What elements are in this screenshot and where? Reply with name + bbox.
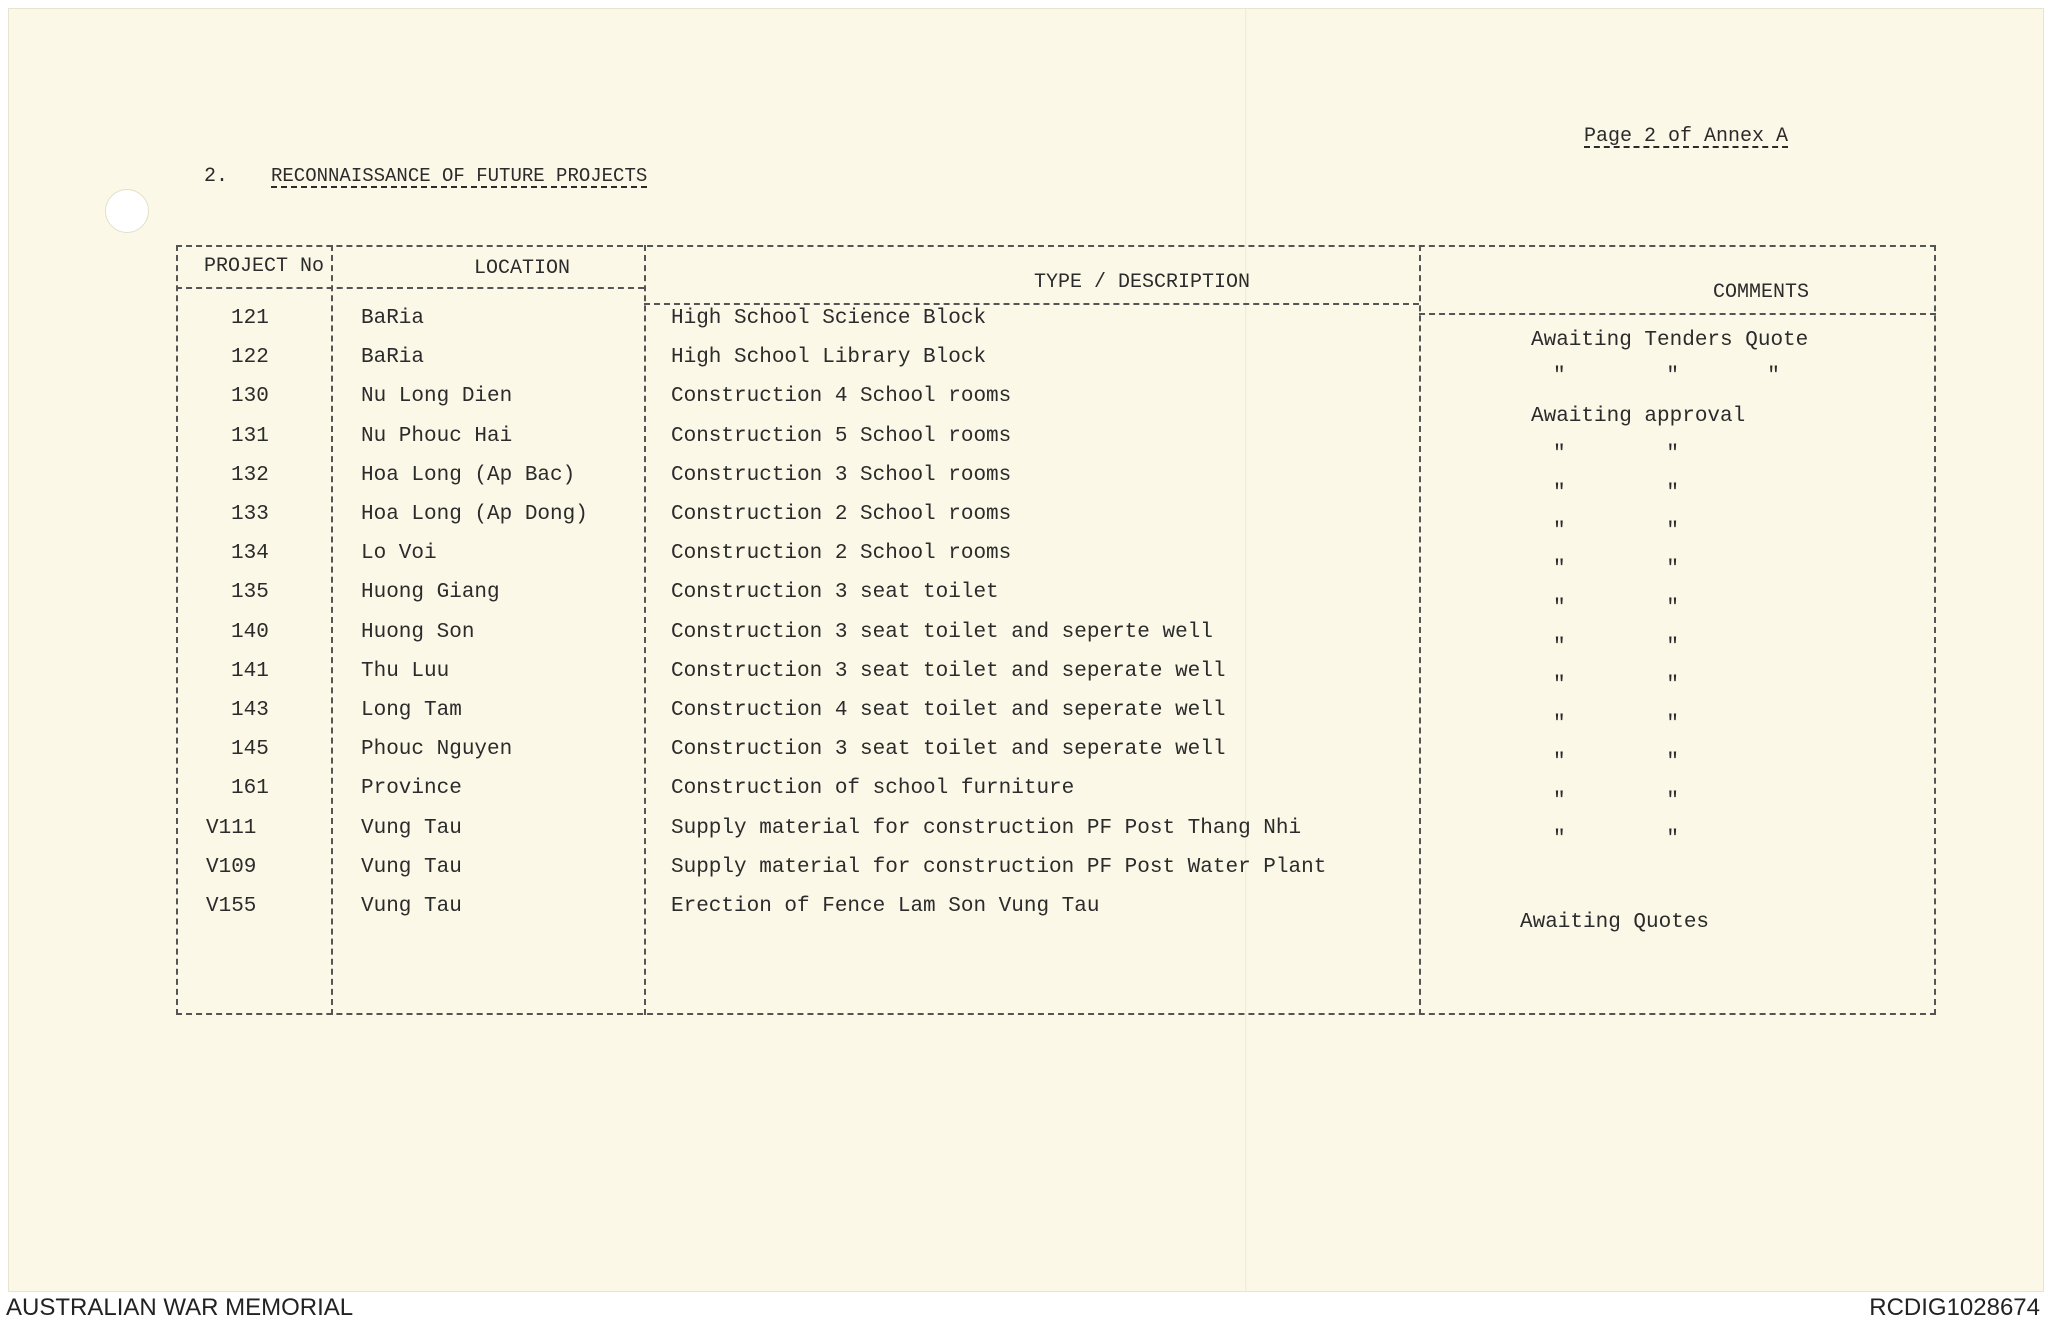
description-cell: Construction 4 School rooms	[671, 385, 1012, 409]
comment-cell: " "	[1553, 558, 1680, 581]
document-page	[8, 8, 2044, 1292]
comment-cell: " "	[1553, 520, 1680, 543]
project-number: V155	[206, 895, 257, 918]
comment-cell: Awaiting approval	[1531, 405, 1746, 428]
location-cell: Hoa Long (Ap Dong)	[361, 503, 588, 526]
comment-cell: " "	[1553, 751, 1680, 774]
project-number: 161	[231, 777, 269, 801]
project-number: 135	[231, 581, 269, 605]
project-number: 141	[231, 659, 269, 683]
comment-cell: Awaiting Quotes	[1520, 911, 1710, 934]
header-description: TYPE / DESCRIPTION	[1034, 271, 1251, 294]
section-number: 2.	[204, 165, 229, 188]
description-cell: Construction 3 seat toilet and seperte well	[671, 620, 1213, 644]
project-number: 140	[231, 620, 269, 644]
description-cell: Construction of school furniture	[671, 777, 1075, 801]
project-number: 121	[231, 307, 269, 330]
project-number: 130	[231, 385, 269, 409]
project-number: V111	[206, 816, 257, 840]
location-cell: Thu Luu	[361, 659, 450, 683]
location-cell: Vung Tau	[361, 855, 462, 879]
location-cell: Hoa Long (Ap Bac)	[361, 463, 576, 487]
description-cell: Supply material for construction PF Post Thang Nhi	[671, 816, 1302, 840]
comment-cell: " "	[1553, 713, 1680, 736]
location-cell: BaRia	[361, 346, 425, 370]
projects-table	[176, 245, 1936, 1015]
location-cell: Huong Son	[361, 620, 475, 644]
comment-cell: Awaiting Tenders Quote	[1531, 329, 1809, 352]
comment-cell: " "	[1553, 636, 1680, 659]
location-cell: Long Tam	[361, 699, 462, 722]
comment-cell: " "	[1553, 790, 1680, 813]
project-number: 143	[231, 699, 269, 722]
description-cell: Construction 3 seat toilet and seperate well	[671, 659, 1226, 683]
location-cell: BaRia	[361, 307, 425, 330]
header-rule	[176, 287, 644, 289]
project-number: 145	[231, 738, 269, 762]
location-cell: Nu Long Dien	[361, 385, 513, 409]
header-location: LOCATION	[474, 257, 571, 280]
project-number: 131	[231, 424, 269, 448]
header-comments: COMMENTS	[1713, 281, 1810, 304]
section-title: RECONNAISSANCE OF FUTURE PROJECTS	[271, 165, 648, 187]
comment-cell: " "	[1553, 482, 1680, 505]
comment-cell: " "	[1553, 443, 1680, 466]
page-reference: Page 2 of Annex A	[1584, 125, 1789, 148]
location-cell: Huong Giang	[361, 581, 500, 605]
description-cell: Construction 4 seat toilet and seperate well	[671, 699, 1226, 722]
location-cell: Vung Tau	[361, 895, 462, 918]
project-number: 133	[231, 503, 269, 526]
project-number: V109	[206, 855, 257, 879]
description-cell: Construction 3 seat toilet and seperate well	[671, 738, 1226, 762]
comment-cell: " "	[1553, 674, 1680, 697]
comment-cell: " "	[1553, 828, 1680, 851]
description-cell: High School Science Block	[671, 307, 987, 330]
project-number: 132	[231, 463, 269, 487]
description-cell: Supply material for construction PF Post Water Plant	[671, 855, 1327, 879]
comment-cell: " "	[1553, 597, 1680, 620]
description-cell: Construction 5 School rooms	[671, 424, 1012, 448]
location-cell: Province	[361, 777, 462, 801]
project-number: 122	[231, 346, 269, 370]
location-cell: Lo Voi	[361, 542, 437, 566]
description-cell: High School Library Block	[671, 346, 987, 370]
description-cell: Construction 3 School rooms	[671, 463, 1012, 487]
location-cell: Nu Phouc Hai	[361, 424, 513, 448]
table-row	[176, 856, 1936, 895]
location-cell: Vung Tau	[361, 816, 462, 840]
footer-id: RCDIG1028674	[1869, 1294, 2040, 1321]
punch-hole	[105, 189, 149, 233]
description-cell: Construction 2 School rooms	[671, 542, 1012, 566]
comment-cell: " " "	[1553, 365, 1780, 388]
description-cell: Construction 2 School rooms	[671, 503, 1012, 526]
description-cell: Erection of Fence Lam Son Vung Tau	[671, 895, 1100, 918]
footer-source: AUSTRALIAN WAR MEMORIAL	[6, 1294, 354, 1321]
header-project-no: PROJECT No	[204, 255, 325, 278]
project-number: 134	[231, 542, 269, 566]
header-rule	[644, 303, 1419, 305]
location-cell: Phouc Nguyen	[361, 738, 513, 762]
description-cell: Construction 3 seat toilet	[671, 581, 999, 605]
